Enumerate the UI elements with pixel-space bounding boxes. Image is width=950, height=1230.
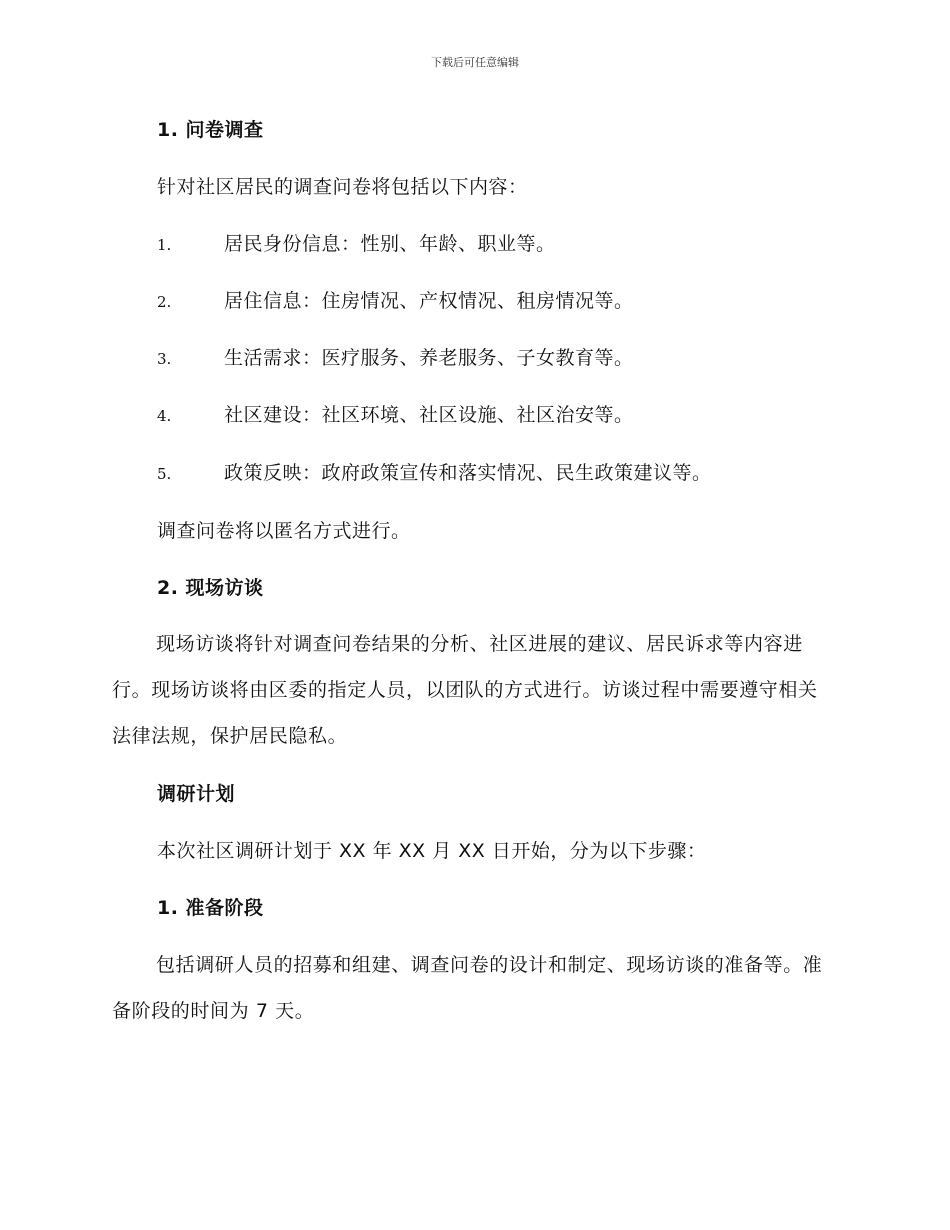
list-item-text: 政策反映：政府政策宣传和落实情况、民生政策建议等。 — [224, 462, 712, 484]
preparation-paragraph: 包括调研人员的招募和组建、调查问卷的设计和制定、现场访谈的准备等。准备阶段的时间为 7 天。 — [112, 954, 823, 1022]
list-item-text: 居住信息：住房情况、产权情况、租房情况等。 — [224, 290, 634, 312]
anonymity-note: 调查问卷将以匿名方式进行。 — [157, 520, 411, 542]
page-header: 下载后可任意编辑 — [431, 56, 519, 69]
section-heading-questionnaire: 1. 问卷调查 — [157, 119, 264, 141]
list-number: 2. — [157, 293, 172, 311]
list-number: 1. — [157, 236, 172, 254]
list-item-text: 居民身份信息：性别、年龄、职业等。 — [224, 233, 556, 255]
section-heading-plan: 调研计划 — [157, 783, 236, 805]
list-number: 3. — [157, 350, 172, 368]
interview-paragraph: 现场访谈将针对调查问卷结果的分析、社区进展的建议、居民诉求等内容进行。现场访谈将由区委的指定人员，以团队的方式进行。访谈过程中需要遵守相关法律法规，保护居民隐私。 — [112, 633, 818, 747]
section-heading-preparation: 1. 准备阶段 — [157, 897, 264, 919]
list-item-text: 社区建设：社区环境、社区设施、社区治安等。 — [224, 404, 634, 426]
list-number: 4. — [157, 407, 172, 425]
questionnaire-intro: 针对社区居民的调查问卷将包括以下内容： — [157, 176, 528, 198]
list-item-text: 生活需求：医疗服务、养老服务、子女教育等。 — [224, 347, 634, 369]
section-heading-interview: 2. 现场访谈 — [157, 577, 264, 599]
list-number: 5. — [157, 465, 172, 483]
plan-intro: 本次社区调研计划于 XX 年 XX 月 XX 日开始，分为以下步骤： — [157, 840, 707, 862]
